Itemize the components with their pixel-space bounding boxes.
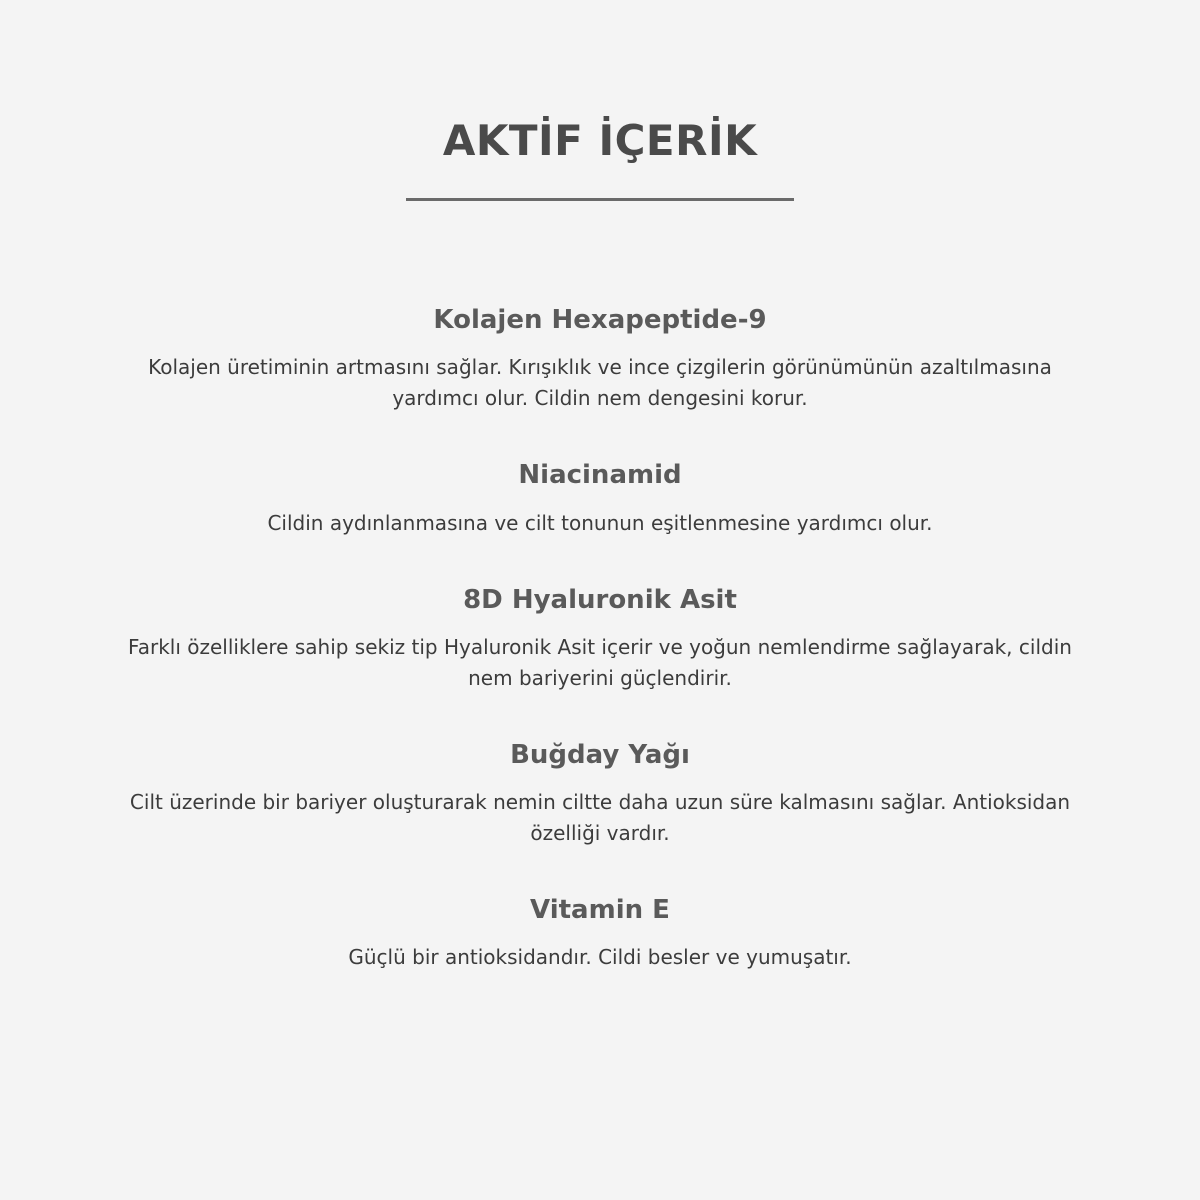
ingredient-item [100, 740, 1100, 849]
ingredient-item [100, 895, 1100, 973]
ingredient-list [100, 305, 1100, 973]
ingredient-description: Cilt üzerinde bir bariyer oluşturarak nemin ciltte daha uzun süre kalmasını sağlar. Antioksidan özelliği vardır. [129, 789, 1071, 845]
ingredient-description: Güçlü bir antioksidandır. Cildi besler ve yumuşatır. [348, 945, 852, 970]
ingredient-description: Kolajen üretiminin artmasını sağlar. Kırışıklık ve ince çizgilerin görünümünün azaltılmasına yardımcı olur. Cildin nem dengesini korur. [148, 355, 1052, 411]
ingredient-name: Niacinamid [518, 460, 682, 491]
page-title: AKTİF İÇERİK [442, 116, 758, 165]
title-divider [406, 198, 794, 201]
ingredient-description: Farklı özelliklere sahip sekiz tip Hyaluronik Asit içerir ve yoğun nemlendirme sağlayarak, cildin nem bariyerini güçlendirir. [128, 634, 1072, 690]
ingredient-name: Buğday Yağı [510, 739, 690, 770]
ingredient-item [100, 460, 1100, 538]
page-header [406, 118, 794, 201]
ingredient-name: Vitamin E [530, 894, 670, 925]
ingredient-name: 8D Hyaluronik Asit [463, 584, 737, 615]
ingredient-item [100, 305, 1100, 414]
ingredient-name: Kolajen Hexapeptide-9 [433, 305, 767, 336]
ingredient-item [100, 585, 1100, 694]
ingredient-description: Cildin aydınlanmasına ve cilt tonunun eşitlenmesine yardımcı olur. [267, 510, 933, 535]
